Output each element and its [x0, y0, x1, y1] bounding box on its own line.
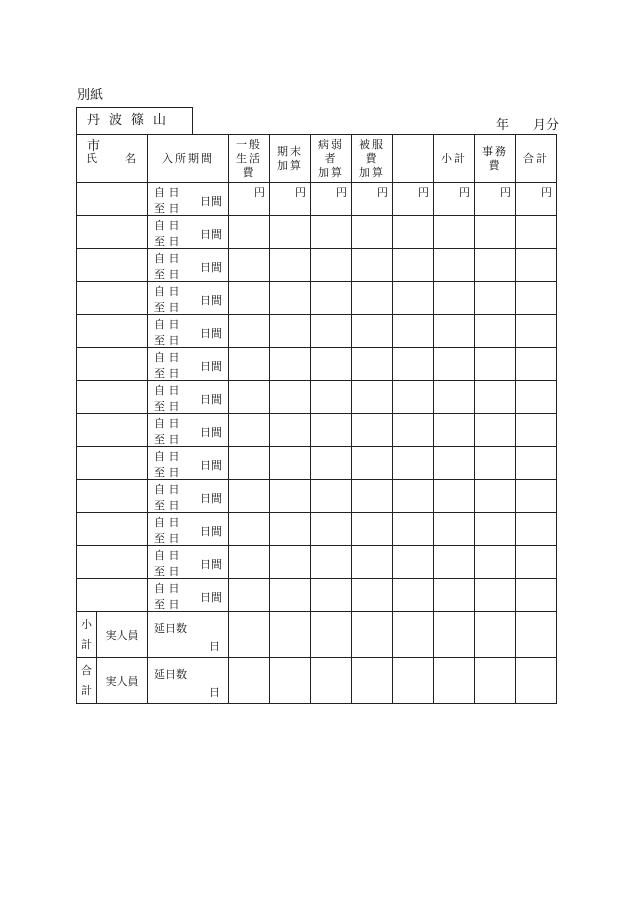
amount-cell [229, 348, 270, 381]
actual-persons-label: 実人員 [97, 658, 148, 704]
amount-cell [311, 216, 352, 249]
amount-cell [311, 513, 352, 546]
amount-cell [229, 381, 270, 414]
amount-cell [352, 216, 393, 249]
table-row [77, 546, 557, 579]
amount-cell [229, 315, 270, 348]
amount-cell [352, 513, 393, 546]
amount-cell [229, 249, 270, 282]
period-cell: 自 日 至 日 日間 [148, 579, 229, 612]
amount-cell [270, 546, 311, 579]
table-row [77, 579, 557, 612]
yen-cell: 円 [393, 183, 434, 216]
amount-cell [270, 447, 311, 480]
amount-cell [311, 249, 352, 282]
yen-cell: 円 [475, 183, 516, 216]
amount-cell [311, 282, 352, 315]
amount-cell [352, 447, 393, 480]
subtotal-label: 小 計 [77, 612, 97, 658]
period-cell: 自 日 至 日 日間 [148, 216, 229, 249]
yen-cell: 円 [229, 183, 270, 216]
amount-cell [311, 381, 352, 414]
amount-cell [352, 579, 393, 612]
amount-cell [311, 315, 352, 348]
period-cell: 自 日 至 日 日間 [148, 381, 229, 414]
amount-cell [475, 480, 516, 513]
amount-cell [229, 480, 270, 513]
amount-cell [434, 381, 475, 414]
period-cell: 自 日 至 日 日間 [148, 249, 229, 282]
name-cell [77, 216, 148, 249]
amount-cell [434, 315, 475, 348]
yen-cell: 円 [270, 183, 311, 216]
amount-cell [475, 348, 516, 381]
amount-cell [516, 249, 557, 282]
amount-cell [393, 282, 434, 315]
attachment-label: 別紙 [77, 88, 104, 103]
amount-cell [434, 282, 475, 315]
amount-cell [270, 414, 311, 447]
amount-cell [393, 513, 434, 546]
name-cell [77, 249, 148, 282]
name-cell [77, 579, 148, 612]
period-cell: 自 日 至 日 日間 [148, 480, 229, 513]
amount-cell [516, 381, 557, 414]
amount-cell [270, 249, 311, 282]
amount-cell [393, 315, 434, 348]
table-row [77, 249, 557, 282]
name-cell [77, 447, 148, 480]
amount-cell [475, 282, 516, 315]
col-period: 入所期間 [148, 135, 229, 183]
yen-cell: 円 [352, 183, 393, 216]
amount-cell [229, 414, 270, 447]
amount-cell [352, 249, 393, 282]
amount-cell [434, 480, 475, 513]
amount-cell [434, 513, 475, 546]
amount-cell [434, 249, 475, 282]
amount-cell [516, 546, 557, 579]
actual-persons-label: 実人員 [97, 612, 148, 658]
amount-cell [516, 513, 557, 546]
total-label: 合 計 [77, 658, 97, 704]
yen-cell: 円 [516, 183, 557, 216]
period-cell: 自 日 至 日 日間 [148, 348, 229, 381]
amount-cell [393, 381, 434, 414]
amount-cell [434, 216, 475, 249]
amount-cell [516, 348, 557, 381]
city-name: 丹波篠山市 [76, 107, 193, 134]
name-cell [77, 381, 148, 414]
amount-cell [516, 447, 557, 480]
amount-cell [352, 546, 393, 579]
amount-cell [270, 579, 311, 612]
total-days-cell: 延日数 日 [148, 612, 229, 658]
amount-cell [311, 348, 352, 381]
amount-cell [270, 282, 311, 315]
subtotal-row [77, 612, 557, 658]
amount-cell [270, 315, 311, 348]
period-cell: 自 日 至 日 日間 [148, 414, 229, 447]
month-label: 月分 [533, 118, 560, 133]
period-cell: 自 日 至 日 日間 [148, 546, 229, 579]
table-row [77, 513, 557, 546]
amount-cell [270, 513, 311, 546]
name-cell [77, 546, 148, 579]
amount-cell [311, 546, 352, 579]
amount-cell [393, 348, 434, 381]
amount-cell [475, 315, 516, 348]
amount-cell [434, 579, 475, 612]
yen-cell: 円 [311, 183, 352, 216]
col-total: 合計 [516, 135, 557, 183]
total-row [77, 658, 557, 704]
name-cell [77, 480, 148, 513]
amount-cell [352, 282, 393, 315]
amount-cell [516, 480, 557, 513]
amount-cell [352, 414, 393, 447]
total-days-cell: 延日数 日 [148, 658, 229, 704]
amount-cell [270, 348, 311, 381]
amount-cell [434, 414, 475, 447]
amount-cell [475, 249, 516, 282]
amount-cell [434, 348, 475, 381]
amount-cell [311, 414, 352, 447]
table-row [77, 414, 557, 447]
period-cell: 自 日 至 日 日間 [148, 183, 229, 216]
amount-cell [229, 579, 270, 612]
payment-table [76, 134, 557, 704]
amount-cell [229, 447, 270, 480]
table-row [77, 315, 557, 348]
yen-cell: 円 [434, 183, 475, 216]
amount-cell [475, 447, 516, 480]
name-cell [77, 183, 148, 216]
amount-cell [475, 381, 516, 414]
header-row [77, 135, 557, 183]
amount-cell [393, 480, 434, 513]
col-name: 氏 名 [77, 135, 148, 183]
amount-cell [229, 513, 270, 546]
period-cell: 自 日 至 日 日間 [148, 513, 229, 546]
amount-cell [393, 546, 434, 579]
amount-cell [475, 216, 516, 249]
amount-cell [393, 414, 434, 447]
table-row [77, 447, 557, 480]
amount-cell [229, 282, 270, 315]
name-cell [77, 414, 148, 447]
year-label: 年 [496, 118, 510, 133]
amount-cell [475, 414, 516, 447]
amount-cell [475, 546, 516, 579]
table-row [77, 480, 557, 513]
table-row [77, 282, 557, 315]
amount-cell [393, 579, 434, 612]
amount-cell [311, 579, 352, 612]
amount-cell [393, 216, 434, 249]
amount-cell [311, 480, 352, 513]
amount-cell [270, 480, 311, 513]
amount-cell [229, 216, 270, 249]
amount-cell [270, 381, 311, 414]
amount-cell [516, 216, 557, 249]
amount-cell [516, 414, 557, 447]
col-sick: 病弱 者 加算 [311, 135, 352, 183]
table-row [77, 216, 557, 249]
col-clothing: 被服 費 加算 [352, 135, 393, 183]
col-subtotal: 小計 [434, 135, 475, 183]
amount-cell [434, 447, 475, 480]
period-cell: 自 日 至 日 日間 [148, 282, 229, 315]
amount-cell [475, 579, 516, 612]
name-cell [77, 315, 148, 348]
amount-cell [434, 546, 475, 579]
amount-cell [475, 513, 516, 546]
name-cell [77, 348, 148, 381]
amount-cell [352, 315, 393, 348]
amount-cell [516, 282, 557, 315]
period-cell: 自 日 至 日 日間 [148, 447, 229, 480]
table-row [77, 381, 557, 414]
amount-cell [352, 381, 393, 414]
amount-cell [352, 480, 393, 513]
amount-cell [516, 315, 557, 348]
amount-cell [352, 348, 393, 381]
name-cell [77, 282, 148, 315]
amount-cell [270, 216, 311, 249]
period-cell: 自 日 至 日 日間 [148, 315, 229, 348]
col-blank [393, 135, 434, 183]
name-cell [77, 513, 148, 546]
col-office: 事務 費 [475, 135, 516, 183]
col-term-end: 期末 加算 [270, 135, 311, 183]
table-row [77, 183, 557, 216]
amount-cell [393, 447, 434, 480]
amount-cell [311, 447, 352, 480]
amount-cell [516, 579, 557, 612]
amount-cell [229, 546, 270, 579]
col-general-living: 一般 生活 費 [229, 135, 270, 183]
table-row [77, 348, 557, 381]
amount-cell [393, 249, 434, 282]
